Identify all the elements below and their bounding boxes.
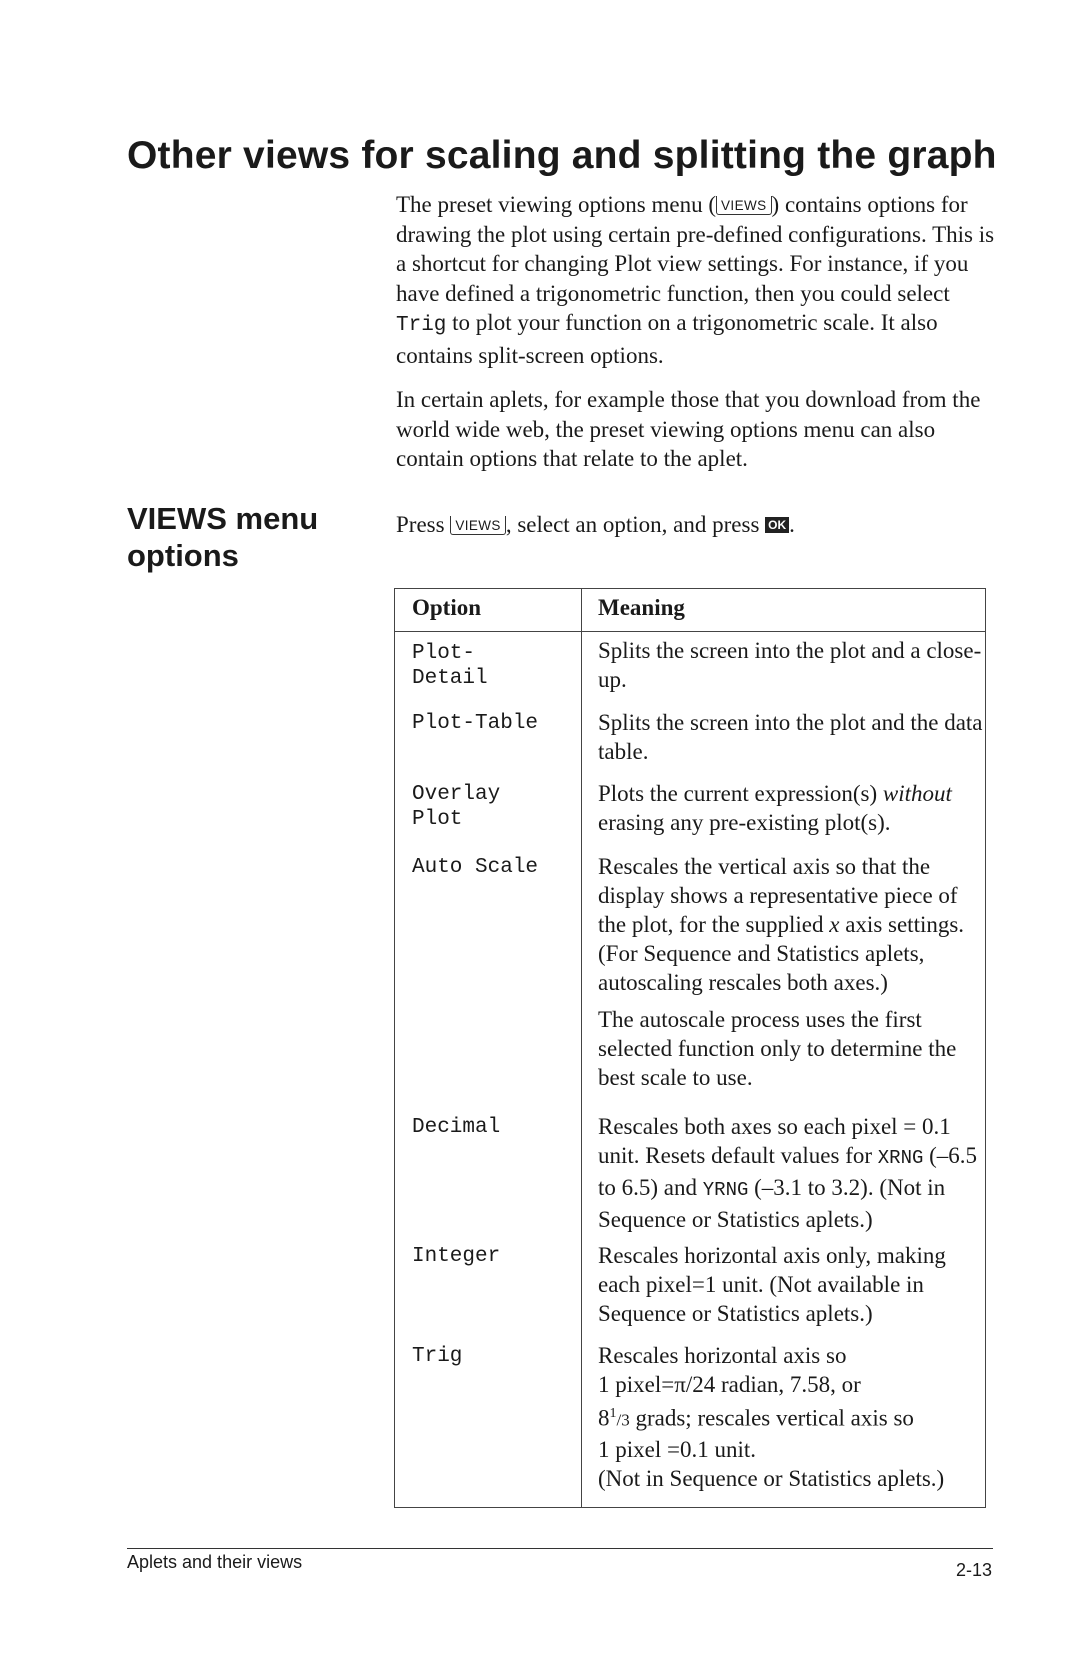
xrng-code: XRNG	[877, 1147, 924, 1169]
option-line: Overlay	[412, 783, 501, 806]
ok-softkey-icon: OK	[765, 517, 789, 533]
footer-rule	[127, 1548, 993, 1549]
meaning-text: Splits the screen into the plot and a close-up.	[598, 638, 982, 692]
meaning-text: (–3.1 to 3.2). (Not in Sequence or Statistics aplets.)	[598, 1175, 946, 1232]
meaning-line: (Not in Sequence or Statistics aplets.)	[598, 1465, 945, 1491]
meaning-integer	[598, 1241, 983, 1328]
meaning-plot-detail	[598, 636, 983, 694]
meaning-line: 1 pixel=π/24 radian, 7.58, or	[598, 1372, 861, 1397]
intro-text-1: The preset viewing options menu (	[396, 192, 717, 217]
header-option: Option	[412, 595, 482, 620]
press-text-2: , select an option, and press	[505, 512, 766, 537]
option-decimal: Decimal	[412, 1116, 501, 1139]
option-line: Plot-	[412, 642, 476, 665]
meaning-plot-table	[598, 708, 983, 766]
fraction-whole: 8	[598, 1405, 610, 1431]
intro-paragraph	[396, 190, 996, 370]
meaning-text: Rescales horizontal axis only, making each pixel=1 unit. (Not available in Sequence or Statistics aplets.)	[598, 1243, 946, 1326]
heading-line-1: VIEWS menu	[127, 501, 319, 536]
yrng-code: YRNG	[702, 1179, 749, 1201]
meaning-text: Splits the screen into the plot and the data table.	[598, 710, 983, 764]
option-line: Detail	[412, 667, 488, 690]
meaning-text: axis settings. (For Sequence and Statistics aplets, autoscaling rescales both axes.)	[598, 912, 965, 995]
option-integer: Integer	[412, 1245, 501, 1268]
option-plot-table: Plot-Table	[412, 712, 539, 735]
intro-text-3: to plot your function on a trigonometric scale. It also contains split-screen options.	[396, 310, 938, 368]
press-text-3: .	[789, 512, 795, 537]
option-plot-detail	[412, 641, 577, 691]
fraction-numerator: 1	[609, 1406, 617, 1421]
footer-chapter-title: Aplets and their views	[127, 1552, 303, 1572]
press-instruction	[396, 510, 996, 540]
aplet-text: In certain aplets, for example those that you download from the world wide web, the preset viewing options menu can also contain options that relate to the aplet.	[396, 387, 981, 471]
meaning-italic: without	[882, 781, 952, 806]
press-text-1: Press	[396, 512, 451, 537]
meaning-text: (–6.5 to 6.5) and	[598, 1143, 978, 1200]
views-options-table	[394, 588, 986, 1508]
fraction-denominator: /3	[616, 1410, 630, 1430]
meaning-line: Rescales horizontal axis so	[598, 1343, 847, 1368]
meaning-trig	[598, 1341, 983, 1493]
meaning-auto-scale	[598, 852, 983, 1092]
header-rule	[395, 631, 985, 632]
footer-page-number: 2-13	[955, 1560, 992, 1580]
header-meaning: Meaning	[598, 595, 685, 620]
intro-text-2: ) contains options for drawing the plot using certain pre-defined configurations. This is a shortcut for changing Plot view settings. For instance, if you have defined a trigonometric function, then you could select	[396, 192, 995, 306]
views-key-2: VIEWS	[450, 516, 506, 535]
meaning-overlay-plot	[598, 779, 983, 837]
option-trig: Trig	[412, 1345, 463, 1368]
meaning-text: Rescales the vertical axis so that the display shows a representative piece of the plot, for the supplied	[598, 854, 958, 937]
meaning-line: grads; rescales vertical axis so	[629, 1405, 914, 1431]
meaning-text: Plots the current expression(s)	[598, 781, 883, 806]
meaning-text: erasing any pre-existing plot(s).	[598, 810, 891, 835]
heading-line-2: options	[127, 538, 239, 573]
meaning-italic: x	[829, 912, 840, 937]
aplet-paragraph	[396, 385, 996, 474]
option-overlay-plot	[412, 782, 577, 832]
views-menu-heading	[127, 500, 318, 574]
meaning-decimal	[598, 1112, 983, 1234]
option-auto-scale: Auto Scale	[412, 856, 539, 879]
views-key: VIEWS	[716, 196, 772, 215]
meaning-line: 1 pixel =0.1 unit.	[598, 1436, 756, 1462]
option-line: Plot	[412, 808, 463, 831]
trig-code: Trig	[396, 314, 447, 337]
meaning-text: The autoscale process uses the first selected function only to determine the best scale to use.	[598, 1007, 957, 1090]
meaning-text: Rescales both axes so each pixel = 0.1 unit. Resets default values for	[598, 1114, 951, 1168]
page-title: Other views for scaling and splitting the graph	[127, 134, 997, 177]
column-divider	[581, 589, 582, 1507]
